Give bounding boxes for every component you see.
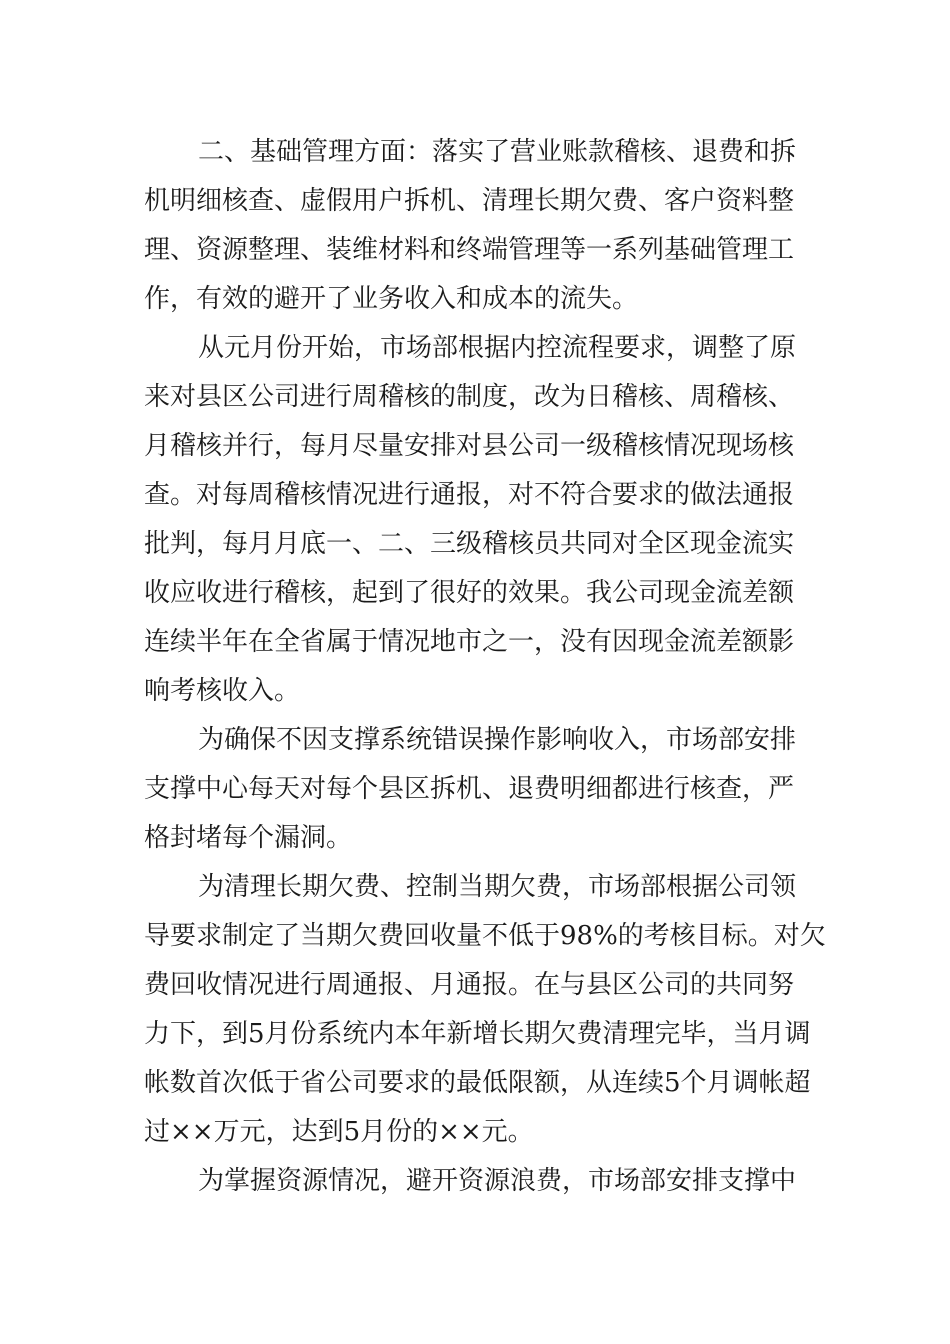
text-line: 从元月份开始，市场部根据内控流程要求，调整了原 xyxy=(198,333,797,363)
paragraph-basic-management xyxy=(144,128,808,324)
paragraph-support-system xyxy=(144,716,808,863)
paragraph-arrears xyxy=(144,863,826,1157)
text-line: 为清理长期欠费、控制当期欠费，市场部根据公司领 xyxy=(198,872,797,902)
text-line: 力下，到5月份系统内本年新增长期欠费清理完毕，当月调 xyxy=(144,1019,811,1049)
text-line: 格封堵每个漏洞。 xyxy=(144,823,353,853)
text-line: 导要求制定了当期欠费回收量不低于98%的考核目标。对欠 xyxy=(144,921,826,951)
text-line: 来对县区公司进行周稽核的制度，改为日稽核、周稽核、 xyxy=(144,382,795,412)
text-line: 连续半年在全省属于情况地市之一，没有因现金流差额影 xyxy=(144,627,795,657)
text-line: 机明细核查、虚假用户拆机、清理长期欠费、客户资料整 xyxy=(144,186,795,216)
text-line: 作，有效的避开了业务收入和成本的流失。 xyxy=(144,284,639,314)
paragraph-resources xyxy=(144,1157,808,1206)
paragraph-audit xyxy=(144,324,808,716)
text-line: 支撑中心每天对每个县区拆机、退费明细都进行核查，严 xyxy=(144,774,795,804)
text-line: 理、资源整理、装维材料和终端管理等一系列基础管理工 xyxy=(144,235,795,265)
text-line: 为掌握资源情况，避开资源浪费，市场部安排支撑中 xyxy=(198,1166,797,1196)
text-line: 为确保不因支撑系统错误操作影响收入，市场部安排 xyxy=(198,725,797,755)
text-line: 过××万元，达到5月份的××元。 xyxy=(144,1117,534,1147)
text-line: 查。对每周稽核情况进行通报，对不符合要求的做法通报 xyxy=(144,480,795,510)
text-line: 帐数首次低于省公司要求的最低限额，从连续5个月调帐超 xyxy=(144,1068,811,1098)
text-line: 二、基础管理方面：落实了营业账款稽核、退费和拆 xyxy=(198,137,797,167)
text-line: 费回收情况进行周通报、月通报。在与县区公司的共同努 xyxy=(144,970,795,1000)
text-line: 响考核收入。 xyxy=(144,676,301,706)
text-line: 月稽核并行，每月尽量安排对县公司一级稽核情况现场核 xyxy=(144,431,795,461)
text-line: 收应收进行稽核，起到了很好的效果。我公司现金流差额 xyxy=(144,578,795,608)
document-body xyxy=(144,128,826,1206)
text-line: 批判，每月月底一、二、三级稽核员共同对全区现金流实 xyxy=(144,529,795,559)
